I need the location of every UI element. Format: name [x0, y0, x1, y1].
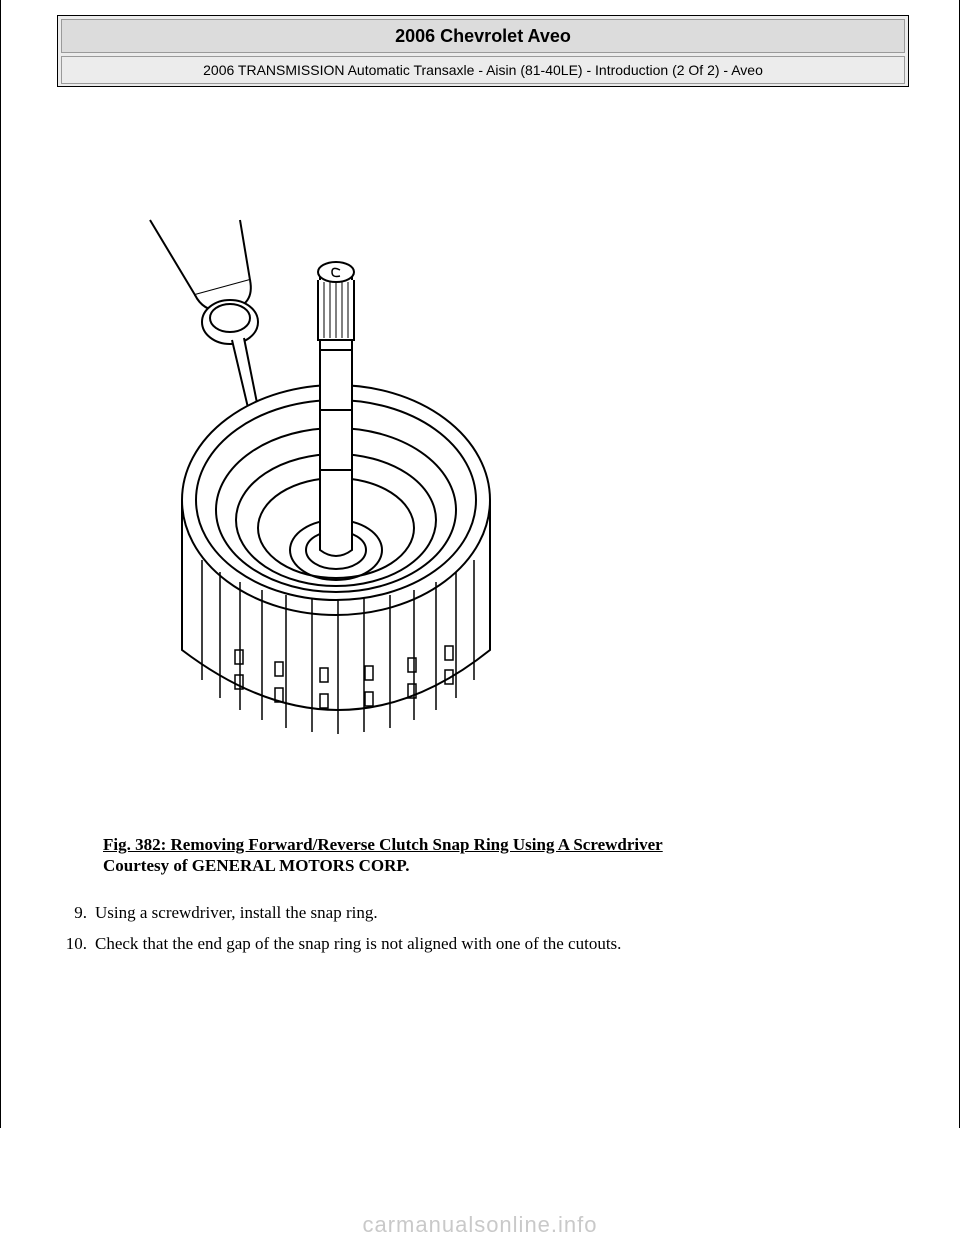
list-item [30, 897, 621, 928]
header-subtitle: 2006 TRANSMISSION Automatic Transaxle - Aisin (81-40LE) - Introduction (2 Of 2) - Aveo [61, 56, 905, 84]
procedure-steps [30, 897, 621, 959]
list-item [30, 928, 621, 959]
clutch-snap-ring-illustration [140, 210, 560, 750]
figure-caption [103, 834, 663, 876]
page-header [57, 15, 909, 87]
step-number: 9. [74, 903, 87, 922]
page-border-left [0, 0, 1, 1128]
step-text: Check that the end gap of the snap ring is not aligned with one of the cutouts. [95, 934, 622, 953]
caption-courtesy: Courtesy of GENERAL MOTORS CORP. [103, 856, 410, 875]
step-text: Using a screwdriver, install the snap ring. [95, 903, 378, 922]
caption-title: Fig. 382: Removing Forward/Reverse Clutch Snap Ring Using A Screwdriver [103, 835, 663, 854]
watermark: carmanualsonline.info [362, 1212, 598, 1237]
step-number: 10. [65, 934, 87, 953]
header-title: 2006 Chevrolet Aveo [61, 19, 905, 53]
